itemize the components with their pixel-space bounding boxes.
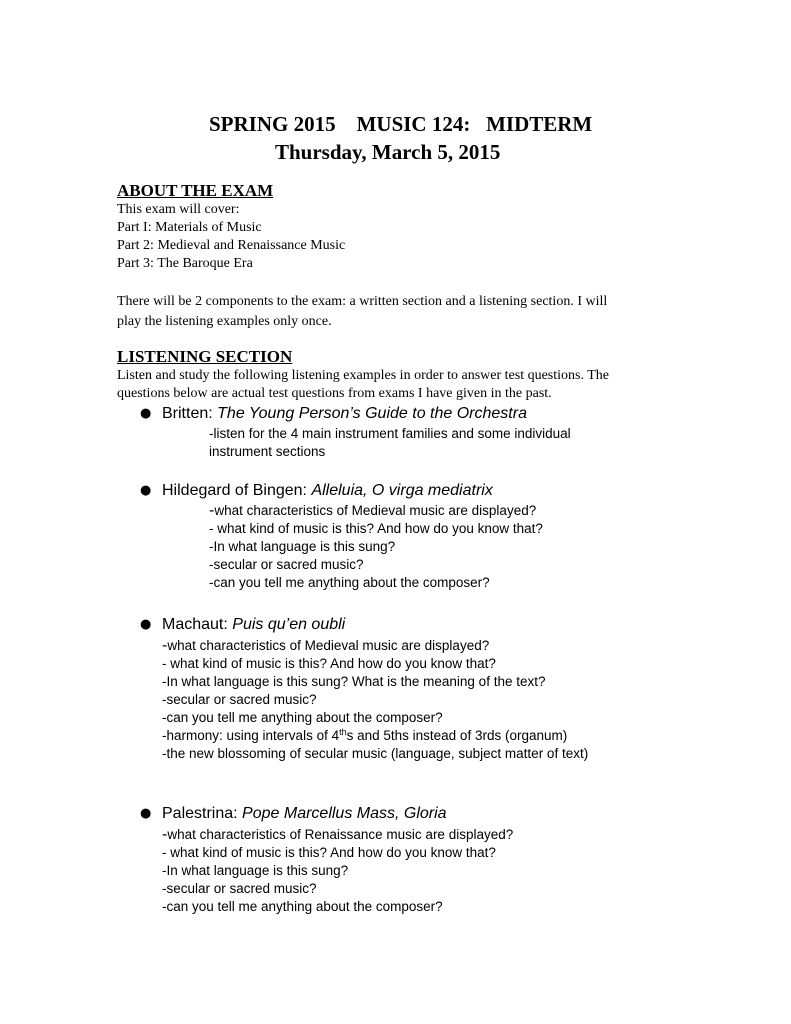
question-line: -listen for the 4 main instrument families and some individual	[209, 426, 571, 441]
harmony-text-post: s and 5ths instead of 3rds (organum)	[346, 728, 568, 743]
question-line: instrument sections	[209, 444, 326, 459]
question-line: -In what language is this sung?	[162, 863, 349, 878]
about-line: This exam will cover:	[117, 202, 240, 217]
about-line: Part 3: The Baroque Era	[117, 256, 253, 271]
page-title	[0, 110, 791, 166]
ordinal-suffix: th	[339, 727, 347, 737]
work-title: Alleluia, O virga mediatrix	[311, 482, 493, 499]
composer-name: Machaut:	[162, 616, 233, 633]
listening-intro-line: Listen and study the following listening examples in order to answer test questions. The	[117, 368, 609, 383]
about-line: Part I: Materials of Music	[117, 220, 262, 235]
about-line: Part 2: Medieval and Renaissance Music	[117, 238, 346, 253]
question-line: -In what language is this sung? What is the meaning of the text?	[162, 674, 546, 689]
components-paragraph	[117, 292, 677, 332]
bullet-icon: ●	[140, 483, 152, 498]
work-title: Puis qu’en oubli	[232, 616, 346, 633]
about-section	[117, 180, 677, 332]
listening-title	[162, 614, 345, 636]
work-title: Pope Marcellus Mass, Gloria	[242, 805, 447, 822]
question-line: -can you tell me anything about the composer?	[209, 575, 490, 590]
question-line: -In what language is this sung?	[209, 539, 396, 554]
question-list	[162, 637, 588, 763]
work-title: The Young Person’s Guide to the Orchestra	[217, 405, 527, 422]
about-heading: ABOUT THE EXAM	[117, 181, 274, 200]
question-line: - what kind of music is this? And how do you know that?	[162, 656, 496, 671]
bullet-icon: ●	[140, 617, 152, 632]
listening-title	[162, 480, 493, 502]
question-line: -secular or sacred music?	[162, 692, 317, 707]
components-paragraph-line: play the listening examples only once.	[117, 314, 332, 329]
listening-heading: LISTENING SECTION	[117, 347, 293, 366]
question-list	[162, 826, 513, 916]
question-line: - what kind of music is this? And how do you know that?	[162, 845, 496, 860]
question-line: -can you tell me anything about the composer?	[162, 899, 443, 914]
harmony-line	[162, 727, 588, 745]
listening-section	[117, 346, 677, 403]
question-list	[209, 502, 543, 592]
question-line: - what kind of music is this? And how do you know that?	[209, 521, 543, 536]
question-line: -what characteristics of Medieval music are displayed?	[209, 502, 537, 519]
title-line-course: SPRING 2015 MUSIC 124: MIDTERM	[209, 112, 593, 136]
bullet-icon: ●	[140, 806, 152, 821]
components-paragraph-line: There will be 2 components to the exam: a written section and a listening section. I will	[117, 294, 608, 309]
bullet-icon: ●	[140, 406, 152, 421]
question-line: -the new blossoming of secular music (language, subject matter of text)	[162, 746, 589, 761]
harmony-text-pre: -harmony: using intervals of 4	[162, 728, 340, 743]
listening-title	[162, 803, 447, 825]
title-line-date: Thursday, March 5, 2015	[275, 140, 501, 164]
listening-intro-line: questions below are actual test questions from exams I have given in the past.	[117, 386, 552, 401]
composer-name: Hildegard of Bingen:	[162, 482, 312, 499]
composer-name: Palestrina:	[162, 805, 243, 822]
question-list	[209, 425, 571, 461]
listening-title	[162, 403, 527, 425]
question-line: -can you tell me anything about the composer?	[162, 710, 443, 725]
question-line: -what characteristics of Renaissance music are displayed?	[162, 826, 514, 843]
composer-name: Britten:	[162, 405, 218, 422]
question-line: -secular or sacred music?	[209, 557, 364, 572]
question-line: -what characteristics of Medieval music are displayed?	[162, 637, 490, 654]
question-line: -secular or sacred music?	[162, 881, 317, 896]
